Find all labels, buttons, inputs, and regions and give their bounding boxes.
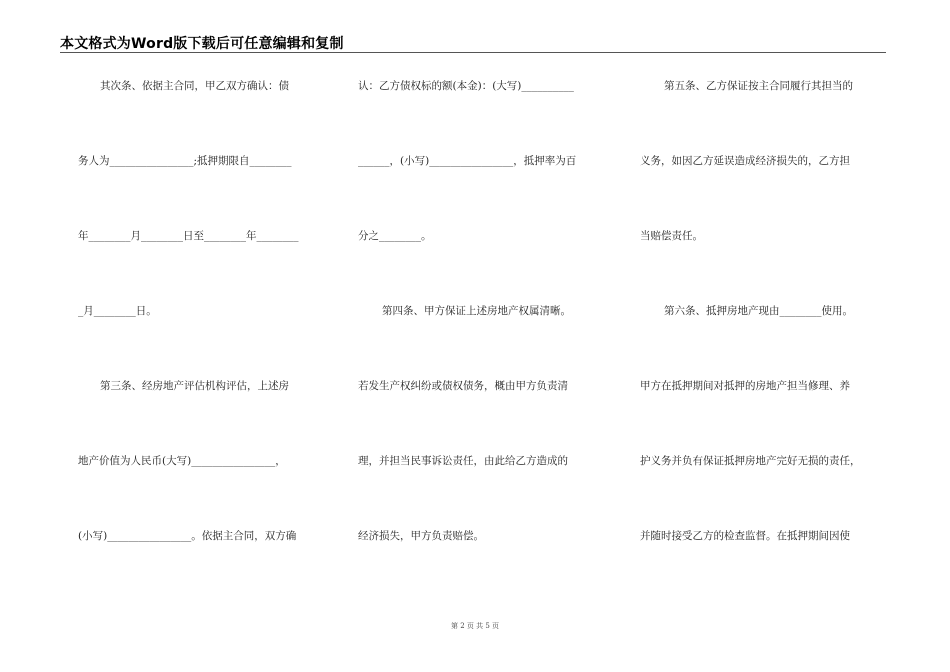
text-line: (小写)________________。依据主合同，双方确: [78, 530, 297, 542]
text-line: 第五条、乙方保证按主合同履行其担当的: [664, 80, 853, 92]
page-number-footer: 第 2 页 共 5 页: [450, 622, 500, 630]
text-line: 护义务并负有保证抵押房地产完好无损的责任，: [640, 455, 861, 467]
text-line: 理，并担当民事诉讼责任，由此给乙方造成的: [358, 455, 568, 467]
document-header-title: 本文格式为Word版下载后可任意编辑和复制: [60, 36, 344, 52]
text-line: 第六条、抵押房地产现由________使用。: [664, 305, 853, 317]
text-line: 认：乙方债权标的额(本金)：(大写)__________: [358, 80, 574, 92]
text-line: 务人为________________;抵押期限自________: [78, 155, 292, 167]
text-line: 义务，如因乙方延误造成经济损失的，乙方担: [640, 155, 850, 167]
text-line: 第三条、经房地产评估机构评估，上述房: [100, 380, 289, 392]
text-line: 第四条、甲方保证上述房地产权属清晰。: [382, 305, 571, 317]
text-line: ______，(小写)________________，抵押率为百: [358, 155, 577, 167]
text-line: 分之________。: [358, 230, 432, 242]
text-line: _月________日。: [78, 305, 157, 317]
text-line: 若发生产权纠纷或债权债务，概由甲方负责清: [358, 380, 568, 392]
text-line: 其次条、依据主合同，甲乙双方确认：债: [100, 80, 289, 92]
text-line: 并随时接受乙方的检查监督。在抵押期间因使: [640, 530, 850, 542]
header-divider: [60, 52, 886, 53]
text-line: 年________月________日至________年________: [78, 230, 299, 242]
text-line: 经济损失，甲方负责赔偿。: [358, 530, 484, 542]
text-line: 当赔偿责任。: [640, 230, 703, 242]
text-line: 地产价值为人民币(大写)________________，: [78, 455, 286, 467]
text-line: 甲方在抵押期间对抵押的房地产担当修理、养: [640, 380, 850, 392]
